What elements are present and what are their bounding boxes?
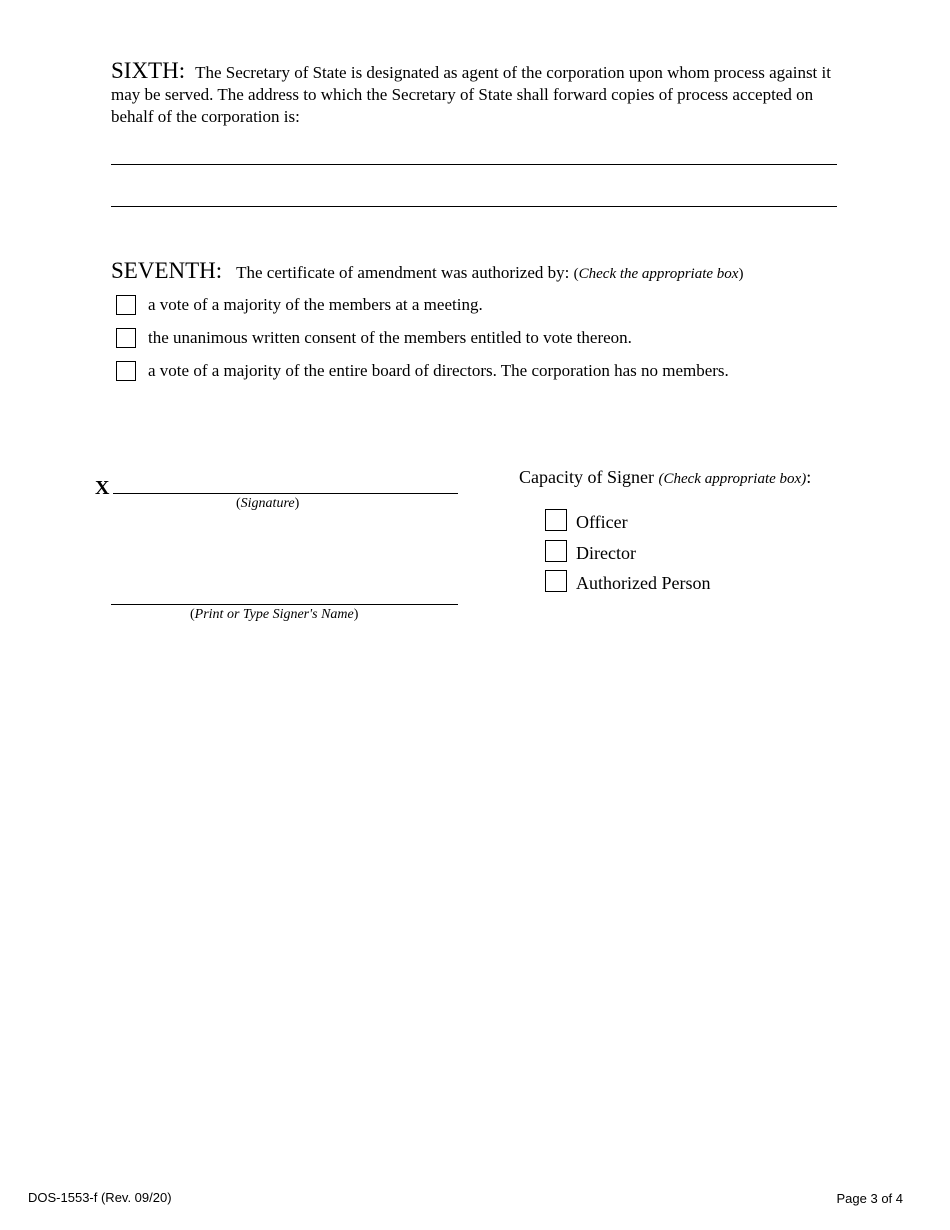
capacity-title: Capacity of Signer (Check appropriate box): — [519, 467, 812, 487]
authorization-option-label: a vote of a majority of the entire board of directors. The corporation has no members. — [148, 361, 729, 380]
signer-name-caption: (Print or Type Signer's Name) — [190, 607, 359, 622]
capacity-option-director[interactable] — [545, 537, 636, 564]
seventh-heading: SEVENTH: — [111, 258, 223, 283]
sixth-paragraph — [111, 60, 831, 128]
capacity-option-label: Authorized Person — [576, 573, 711, 593]
authorization-option-label: a vote of a majority of the members at a meeting. — [148, 295, 483, 314]
checkbox[interactable] — [545, 570, 567, 592]
capacity-option-label: Officer — [576, 512, 628, 532]
capacity-note: (Check appropriate box) — [658, 471, 807, 487]
authorization-option-meeting[interactable] — [116, 295, 483, 315]
signature-line[interactable] — [113, 493, 458, 494]
seventh-heading-row — [111, 258, 743, 284]
seventh-text: The certificate of amendment was authorized by: — [236, 263, 570, 282]
checkbox[interactable] — [116, 295, 136, 315]
form-id: DOS-1553-f (Rev. 09/20) — [28, 1190, 172, 1205]
address-line-2[interactable] — [111, 206, 837, 207]
capacity-option-officer[interactable] — [545, 506, 628, 533]
seventh-note: (Check the appropriate box) — [573, 266, 744, 282]
address-line-1[interactable] — [111, 164, 837, 165]
capacity-option-authorized-person[interactable] — [545, 567, 710, 594]
checkbox[interactable] — [116, 328, 136, 348]
page-number: Page 3 of 4 — [836, 1191, 903, 1206]
capacity-option-label: Director — [576, 543, 636, 563]
signature-x-mark: X — [95, 477, 110, 499]
checkbox[interactable] — [116, 361, 136, 381]
checkbox[interactable] — [545, 540, 567, 562]
authorization-option-board[interactable] — [116, 361, 729, 381]
sixth-text: The Secretary of State is designated as agent of the corporation upon whom process against it may be served. The address to which the Secretary of State shall forward copies of process accepted on behalf of the corporation is: — [111, 63, 831, 126]
authorization-option-label: the unanimous written consent of the members entitled to vote thereon. — [148, 328, 632, 347]
authorization-option-written-consent[interactable] — [116, 328, 632, 348]
signer-name-line[interactable] — [111, 604, 458, 605]
checkbox[interactable] — [545, 509, 567, 531]
signature-caption: (Signature) — [236, 496, 300, 511]
sixth-heading: SIXTH: — [111, 58, 186, 83]
